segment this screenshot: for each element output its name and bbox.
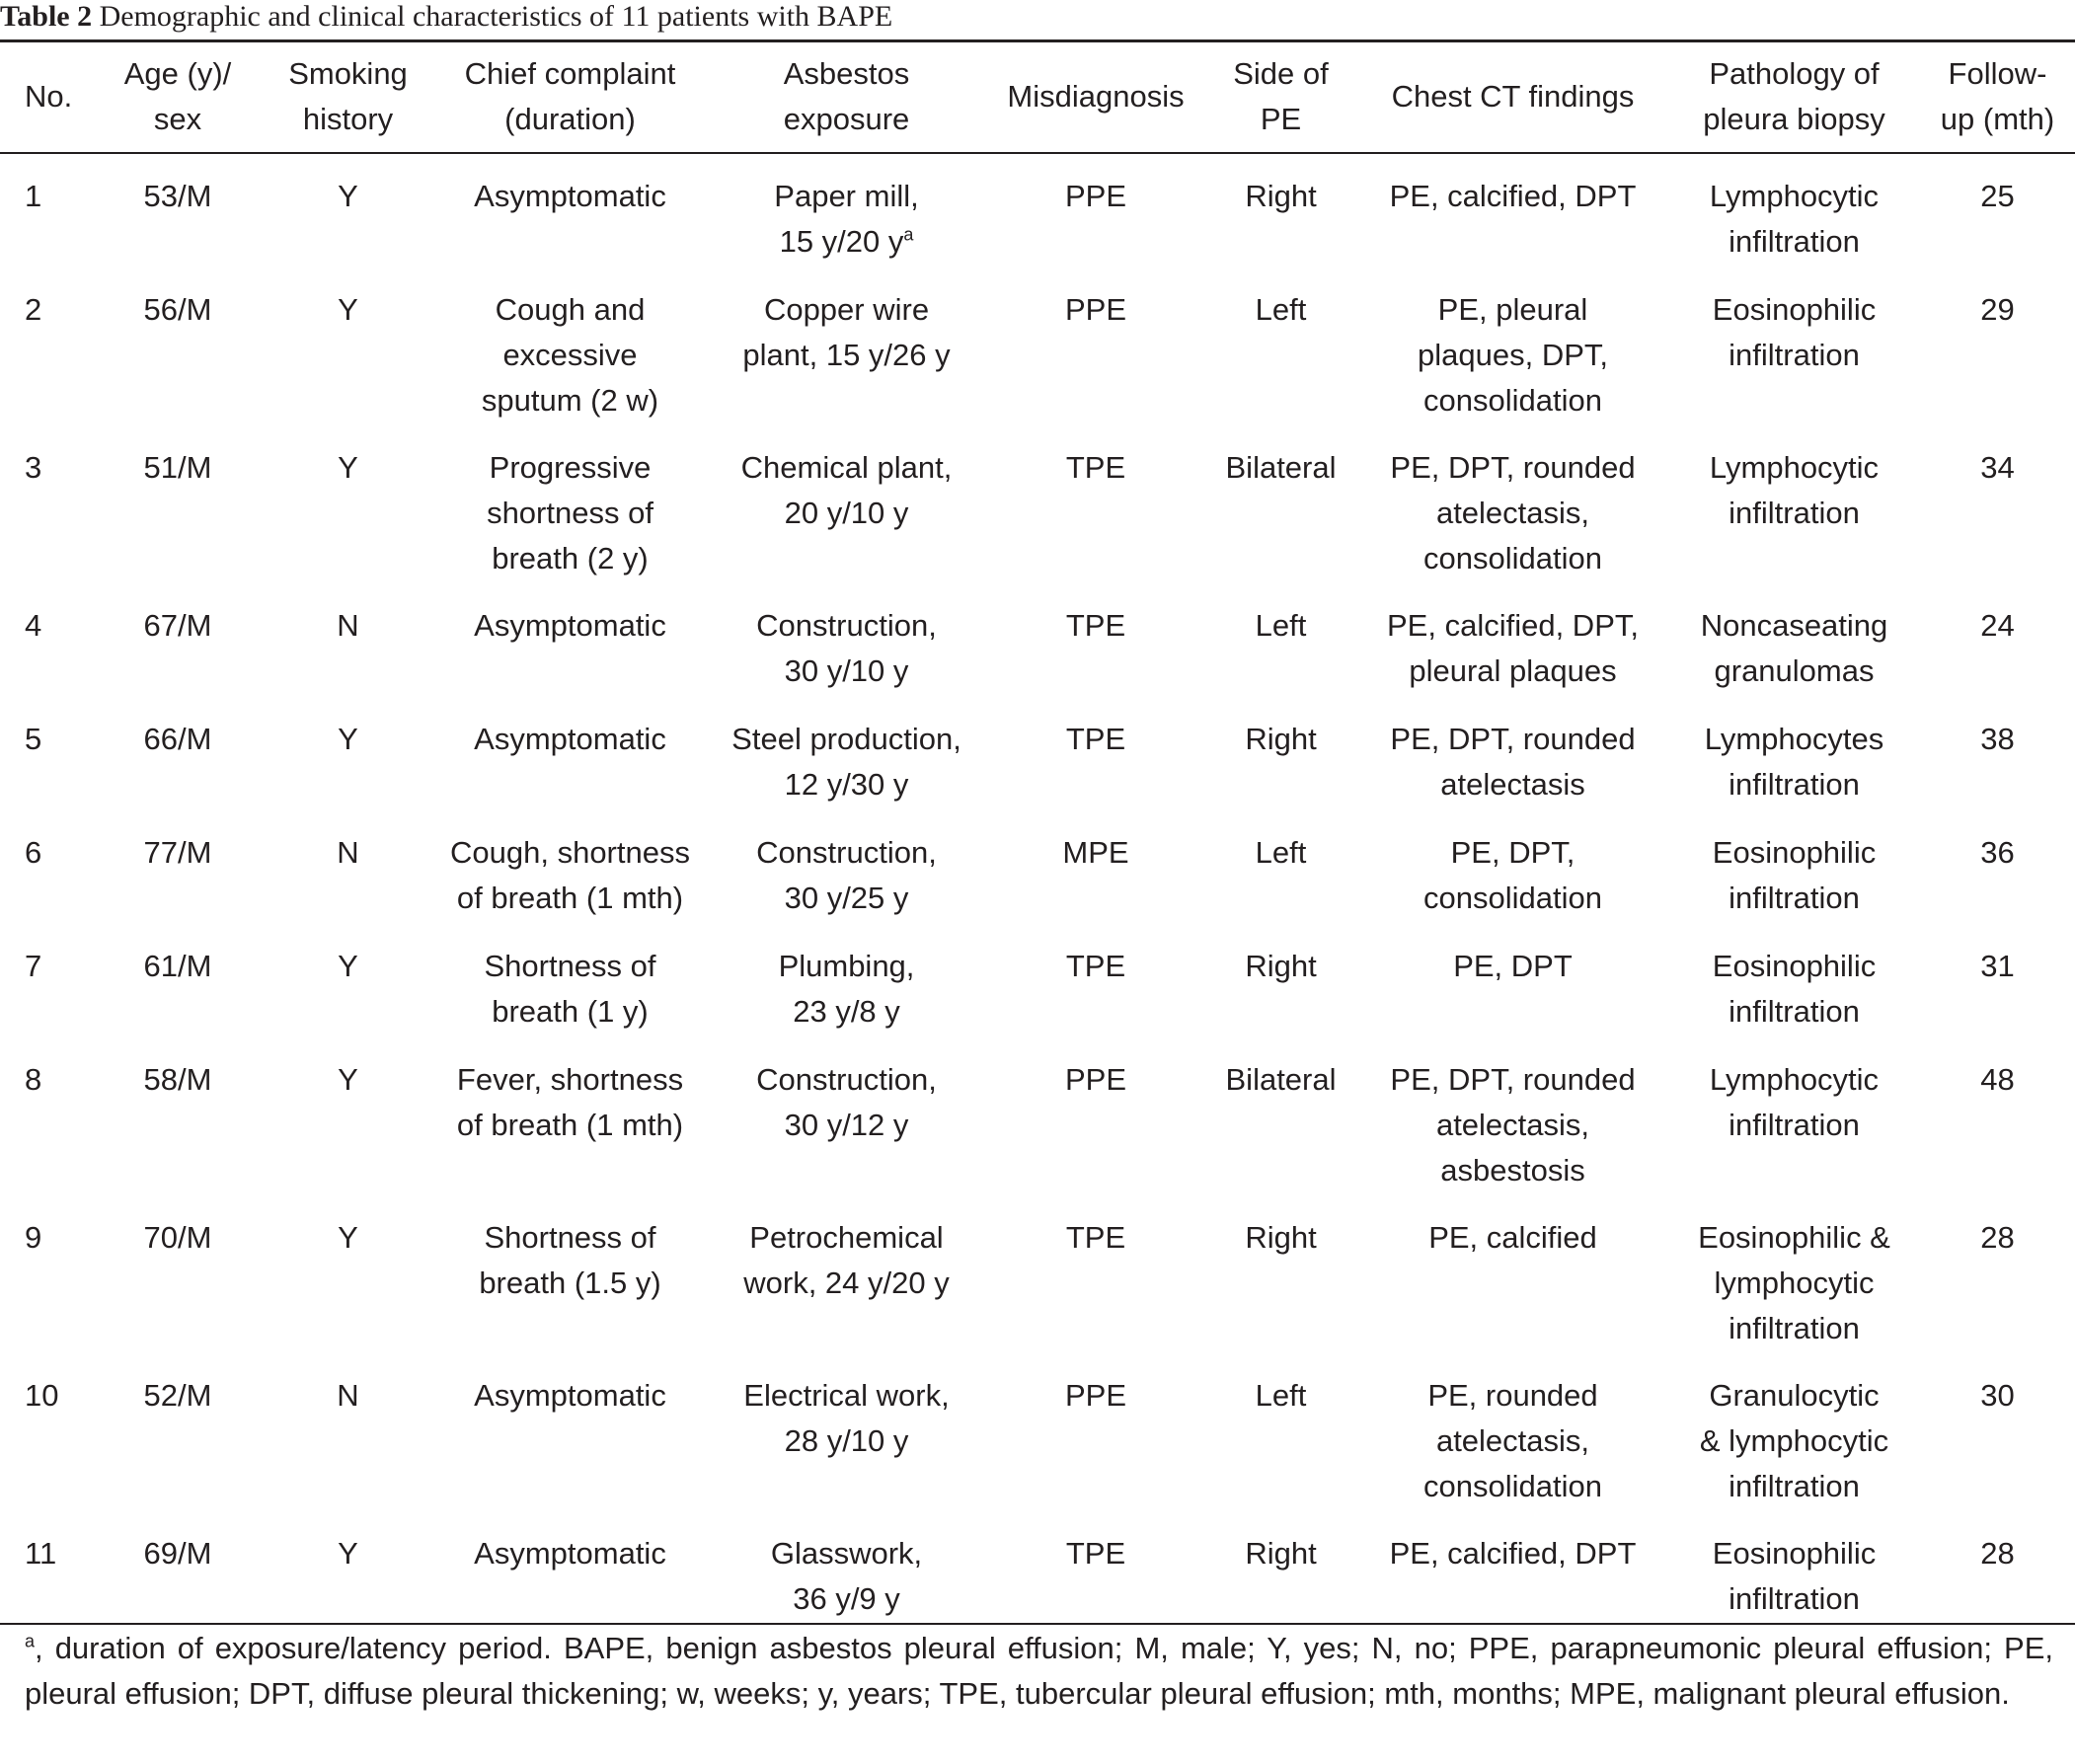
cell-no (0, 424, 94, 582)
cell-line: PE, calcified (1428, 1219, 1597, 1255)
cell-age-sex (94, 153, 262, 267)
cell-line: Lymphocytic (1709, 178, 1880, 213)
cell-line: Left (1255, 1377, 1307, 1413)
characteristics-table (0, 39, 2075, 1625)
cell-chest-ct (1357, 696, 1668, 809)
cell-line: 28 (1980, 1535, 2015, 1571)
cell-line: infiltration (1729, 1310, 1860, 1345)
cell-side-of-pe (1204, 1510, 1357, 1624)
cell-line: PE, DPT, rounded (1390, 449, 1636, 485)
cell-line: atelectasis (1440, 766, 1585, 802)
cell-line: Fever, shortness (456, 1061, 684, 1097)
cell-line: breath (2 y) (492, 540, 649, 575)
table-row (0, 153, 2075, 267)
cell-line: 12 y/30 y (784, 766, 909, 802)
cell-line: infiltration (1729, 766, 1860, 802)
cell-line: 25 (1980, 178, 2015, 213)
cell-line: 48 (1980, 1061, 2015, 1097)
cell-line: PE, calcified, DPT (1389, 1535, 1637, 1571)
cell-side-of-pe (1204, 1352, 1357, 1510)
cell-no (0, 1036, 94, 1194)
cell-line: work, 24 y/20 y (743, 1265, 950, 1300)
table-row (0, 809, 2075, 923)
cell-line: plant, 15 y/26 y (742, 337, 951, 372)
cell-no (0, 1194, 94, 1352)
cell-line: PE, DPT, (1450, 834, 1575, 870)
cell-line: infiltration (1729, 993, 1860, 1029)
cell-line: PPE (1064, 1377, 1127, 1413)
cell-line: 38 (1980, 721, 2015, 756)
table-footnote (25, 1626, 2053, 1717)
cell-line: 69/M (143, 1535, 212, 1571)
cell-line: infiltration (1729, 1107, 1860, 1142)
cell-chief-complaint (434, 582, 706, 696)
cell-line: Lymphocytic (1709, 449, 1880, 485)
cell-follow-up (1920, 696, 2075, 809)
cell-line: Asymptomatic (474, 178, 666, 213)
cell-line: PPE (1064, 1061, 1127, 1097)
cell-line: 8 (25, 1061, 42, 1097)
cell-age-sex (94, 1036, 262, 1194)
cell-line: 23 y/8 y (793, 993, 900, 1029)
cell-line: lymphocytic (1714, 1265, 1875, 1300)
cell-line: Eosinophilic & (1698, 1219, 1890, 1255)
cell-chief-complaint (434, 923, 706, 1036)
cell-line: N (337, 834, 359, 870)
cell-line: PE, calcified, DPT (1389, 178, 1637, 213)
cell-chief-complaint (434, 1194, 706, 1352)
cell-asbestos-exposure (706, 809, 987, 923)
cell-line: 66/M (143, 721, 212, 756)
cell-line: Y (338, 291, 358, 327)
cell-line: Construction, (756, 834, 937, 870)
cell-line: Glasswork, (770, 1535, 923, 1571)
cell-chief-complaint (434, 809, 706, 923)
cell-smoking (262, 1194, 434, 1352)
cell-smoking (262, 696, 434, 809)
cell-smoking (262, 923, 434, 1036)
cell-smoking (262, 809, 434, 923)
cell-asbestos-exposure (706, 1194, 987, 1352)
cell-line: Left (1255, 834, 1307, 870)
table-row (0, 424, 2075, 582)
cell-chief-complaint (434, 424, 706, 582)
cell-line: 24 (1980, 607, 2015, 643)
cell-follow-up (1920, 809, 2075, 923)
cell-line: Right (1245, 948, 1317, 983)
cell-line: asbestosis (1440, 1152, 1585, 1188)
cell-line: Y (338, 449, 358, 485)
cell-line: Asymptomatic (474, 721, 666, 756)
header-age-sex: Age (y)/ sex (94, 41, 262, 153)
cell-line: 31 (1980, 948, 2015, 983)
cell-line: atelectasis, (1435, 1422, 1590, 1458)
cell-line: of breath (1 mth) (456, 1107, 684, 1142)
cell-misdiagnosis (987, 1194, 1204, 1352)
cell-line: 56/M (143, 291, 212, 327)
cell-line: PE, rounded (1427, 1377, 1598, 1413)
cell-age-sex (94, 696, 262, 809)
cell-chest-ct (1357, 1352, 1668, 1510)
cell-asbestos-exposure (706, 267, 987, 424)
cell-pathology (1668, 1036, 1920, 1194)
table-row (0, 267, 2075, 424)
cell-line: Bilateral (1225, 449, 1337, 485)
cell-chest-ct (1357, 424, 1668, 582)
cell-line: consolidation (1423, 382, 1602, 418)
cell-line: atelectasis, (1435, 1107, 1590, 1142)
cell-follow-up (1920, 1510, 2075, 1624)
cell-line: N (337, 1377, 359, 1413)
cell-line: shortness of (487, 495, 653, 530)
cell-smoking (262, 424, 434, 582)
cell-line: Progressive (489, 449, 652, 485)
cell-line: 2 (25, 291, 42, 327)
cell-line: Bilateral (1225, 1061, 1337, 1097)
cell-smoking (262, 1352, 434, 1510)
superscript-mark: a (903, 224, 914, 245)
cell-line: Noncaseating (1700, 607, 1888, 643)
cell-line: Y (338, 178, 358, 213)
cell-pathology (1668, 1194, 1920, 1352)
cell-line: TPE (1065, 1535, 1126, 1571)
cell-line: Paper mill, (774, 178, 919, 213)
cell-line: infiltration (1729, 1580, 1860, 1616)
cell-no (0, 809, 94, 923)
table-row (0, 1194, 2075, 1352)
cell-line: Right (1245, 1219, 1317, 1255)
cell-line: plaques, DPT, (1418, 337, 1608, 372)
cell-line: breath (1.5 y) (479, 1265, 661, 1300)
cell-side-of-pe (1204, 923, 1357, 1036)
cell-asbestos-exposure (706, 1352, 987, 1510)
cell-asbestos-exposure (706, 582, 987, 696)
cell-pathology (1668, 153, 1920, 267)
cell-line: Right (1245, 1535, 1317, 1571)
cell-chief-complaint (434, 267, 706, 424)
cell-side-of-pe (1204, 1194, 1357, 1352)
table-row (0, 696, 2075, 809)
cell-line: Plumbing, (778, 948, 915, 983)
cell-line: TPE (1065, 721, 1126, 756)
cell-line: 70/M (143, 1219, 212, 1255)
footnote-mark: a (25, 1631, 36, 1651)
cell-line: Petrochemical (749, 1219, 944, 1255)
cell-line: Y (338, 1061, 358, 1097)
cell-line: consolidation (1423, 540, 1602, 575)
cell-line: Right (1245, 178, 1317, 213)
cell-line: Copper wire (763, 291, 930, 327)
cell-line: 1 (25, 178, 42, 213)
cell-line: MPE (1062, 834, 1129, 870)
header-misdiagnosis: Misdiagnosis (987, 41, 1204, 153)
cell-no (0, 1510, 94, 1624)
cell-line: 6 (25, 834, 42, 870)
cell-line: 3 (25, 449, 42, 485)
cell-pathology (1668, 809, 1920, 923)
cell-line: 36 (1980, 834, 2015, 870)
cell-line: Construction, (756, 1061, 937, 1097)
cell-line: PE, pleural (1437, 291, 1588, 327)
cell-chief-complaint (434, 1352, 706, 1510)
cell-line: Steel production, (731, 721, 961, 756)
cell-misdiagnosis (987, 424, 1204, 582)
cell-misdiagnosis (987, 809, 1204, 923)
cell-line: Eosinophilic (1712, 948, 1877, 983)
header-side-of-pe: Side of PE (1204, 41, 1357, 153)
cell-chief-complaint (434, 1510, 706, 1624)
cell-line: PE, calcified, DPT, (1387, 607, 1639, 643)
cell-line: 34 (1980, 449, 2015, 485)
cell-line: Electrical work, (743, 1377, 950, 1413)
cell-line: Y (338, 721, 358, 756)
cell-line: 28 y/10 y (784, 1422, 909, 1458)
cell-line: PE, DPT, rounded (1390, 1061, 1636, 1097)
cell-line: 30 (1980, 1377, 2015, 1413)
cell-line: atelectasis, (1435, 495, 1590, 530)
cell-pathology (1668, 1510, 1920, 1624)
cell-line: 36 y/9 y (793, 1580, 900, 1616)
cell-pathology (1668, 582, 1920, 696)
cell-line: Left (1255, 291, 1307, 327)
cell-line: 29 (1980, 291, 2015, 327)
cell-line: Cough, shortness (450, 834, 690, 870)
cell-line: TPE (1065, 607, 1126, 643)
cell-line: consolidation (1423, 880, 1602, 915)
cell-line: consolidation (1423, 1468, 1602, 1503)
cell-age-sex (94, 923, 262, 1036)
cell-line: 51/M (143, 449, 212, 485)
cell-asbestos-exposure (706, 424, 987, 582)
header-chief-complaint: Chief complaint (duration) (434, 41, 706, 153)
cell-chest-ct (1357, 1510, 1668, 1624)
cell-age-sex (94, 809, 262, 923)
cell-side-of-pe (1204, 267, 1357, 424)
cell-line: 77/M (143, 834, 212, 870)
cell-line: 58/M (143, 1061, 212, 1097)
cell-follow-up (1920, 1352, 2075, 1510)
cell-line: Chemical plant, (740, 449, 953, 485)
cell-line: Shortness of (484, 948, 656, 983)
cell-asbestos-exposure (706, 153, 987, 267)
cell-line: Y (338, 1535, 358, 1571)
cell-chest-ct (1357, 923, 1668, 1036)
cell-asbestos-exposure (706, 696, 987, 809)
cell-misdiagnosis (987, 1352, 1204, 1510)
cell-line: granulomas (1714, 652, 1875, 688)
cell-chest-ct (1357, 809, 1668, 923)
cell-pathology (1668, 1352, 1920, 1510)
cell-misdiagnosis (987, 582, 1204, 696)
cell-follow-up (1920, 1194, 2075, 1352)
cell-line: infiltration (1729, 337, 1860, 372)
cell-asbestos-exposure (706, 1036, 987, 1194)
cell-line: 9 (25, 1219, 42, 1255)
cell-line: infiltration (1729, 880, 1860, 915)
cell-line: Lymphocytes (1704, 721, 1884, 756)
cell-no (0, 267, 94, 424)
cell-smoking (262, 153, 434, 267)
cell-line: 5 (25, 721, 42, 756)
header-row (0, 41, 2075, 153)
cell-line: PPE (1064, 291, 1127, 327)
cell-line: 61/M (143, 948, 212, 983)
table-row (0, 1036, 2075, 1194)
cell-chest-ct (1357, 267, 1668, 424)
cell-line: excessive (502, 337, 638, 372)
cell-line: TPE (1065, 449, 1126, 485)
cell-follow-up (1920, 424, 2075, 582)
cell-line: N (337, 607, 359, 643)
table-row (0, 1352, 2075, 1510)
cell-no (0, 153, 94, 267)
cell-line: Y (338, 948, 358, 983)
cell-side-of-pe (1204, 153, 1357, 267)
cell-line: 28 (1980, 1219, 2015, 1255)
cell-age-sex (94, 267, 262, 424)
cell-line: 10 (25, 1377, 59, 1413)
header-asbestos-exposure: Asbestos exposure (706, 41, 987, 153)
cell-line: TPE (1065, 1219, 1126, 1255)
cell-side-of-pe (1204, 696, 1357, 809)
cell-line: Shortness of (484, 1219, 656, 1255)
cell-line: 4 (25, 607, 42, 643)
cell-line: Asymptomatic (474, 607, 666, 643)
header-smoking-history: Smoking history (262, 41, 434, 153)
cell-side-of-pe (1204, 1036, 1357, 1194)
cell-line: Eosinophilic (1712, 834, 1877, 870)
cell-misdiagnosis (987, 696, 1204, 809)
cell-age-sex (94, 1194, 262, 1352)
table-title: Demographic and clinical characteristics of 11 patients with BAPE (99, 0, 893, 33)
table-body (0, 153, 2075, 1624)
cell-pathology (1668, 923, 1920, 1036)
cell-line: 30 y/25 y (784, 880, 909, 915)
header-pathology: Pathology of pleura biopsy (1668, 41, 1920, 153)
cell-follow-up (1920, 153, 2075, 267)
table-caption (0, 0, 892, 39)
cell-age-sex (94, 582, 262, 696)
cell-follow-up (1920, 582, 2075, 696)
cell-line: breath (1 y) (492, 993, 649, 1029)
cell-line: 52/M (143, 1377, 212, 1413)
footnote-text: , duration of exposure/latency period. BAPE, benign asbestos pleural effusion; M, male; Y, yes; N, no; PPE, parapneumonic pleural effusion; PE, pleural effusion; DPT, diffuse pleural thickening; w, weeks; y, years; TPE, tubercular pleural effusion; mth, months; MPE, malignant pleural effusion. (25, 1631, 2053, 1711)
cell-age-sex (94, 1352, 262, 1510)
cell-age-sex (94, 424, 262, 582)
table-row (0, 1510, 2075, 1624)
cell-line: PPE (1064, 178, 1127, 213)
cell-misdiagnosis (987, 153, 1204, 267)
cell-asbestos-exposure (706, 1510, 987, 1624)
cell-line: 20 y/10 y (784, 495, 909, 530)
table-label: Table 2 (0, 0, 93, 33)
header-follow-up: Follow- up (mth) (1920, 41, 2075, 153)
cell-chest-ct (1357, 153, 1668, 267)
cell-line: 7 (25, 948, 42, 983)
cell-chest-ct (1357, 582, 1668, 696)
cell-line: PE, DPT (1453, 948, 1573, 983)
table-row (0, 923, 2075, 1036)
cell-smoking (262, 582, 434, 696)
cell-line: Eosinophilic (1712, 1535, 1877, 1571)
cell-age-sex (94, 1510, 262, 1624)
cell-asbestos-exposure (706, 923, 987, 1036)
header-chest-ct-findings: Chest CT findings (1357, 41, 1668, 153)
cell-pathology (1668, 696, 1920, 809)
cell-line: 15 y/20 y (779, 223, 904, 259)
cell-line: Eosinophilic (1712, 291, 1877, 327)
cell-side-of-pe (1204, 809, 1357, 923)
cell-line: infiltration (1729, 495, 1860, 530)
cell-line: Lymphocytic (1709, 1061, 1880, 1097)
cell-line: Asymptomatic (474, 1535, 666, 1571)
cell-line: Right (1245, 721, 1317, 756)
cell-line: Cough and (495, 291, 646, 327)
cell-line: 53/M (143, 178, 212, 213)
cell-smoking (262, 1036, 434, 1194)
cell-chief-complaint (434, 153, 706, 267)
cell-line: infiltration (1729, 223, 1860, 259)
cell-line: 11 (25, 1535, 57, 1571)
cell-follow-up (1920, 1036, 2075, 1194)
cell-no (0, 923, 94, 1036)
header-no: No. (0, 41, 94, 153)
table-row (0, 582, 2075, 696)
cell-line: pleural plaques (1409, 652, 1617, 688)
cell-line: sputum (2 w) (481, 382, 659, 418)
cell-chest-ct (1357, 1194, 1668, 1352)
cell-line: TPE (1065, 948, 1126, 983)
cell-no (0, 696, 94, 809)
cell-line: infiltration (1729, 1468, 1860, 1503)
cell-line: 67/M (143, 607, 212, 643)
cell-misdiagnosis (987, 1036, 1204, 1194)
cell-line: of breath (1 mth) (456, 880, 684, 915)
cell-smoking (262, 1510, 434, 1624)
cell-misdiagnosis (987, 923, 1204, 1036)
cell-misdiagnosis (987, 1510, 1204, 1624)
cell-line: Y (338, 1219, 358, 1255)
cell-chief-complaint (434, 696, 706, 809)
cell-line: Asymptomatic (474, 1377, 666, 1413)
cell-line: 30 y/12 y (784, 1107, 909, 1142)
cell-no (0, 1352, 94, 1510)
cell-pathology (1668, 424, 1920, 582)
cell-misdiagnosis (987, 267, 1204, 424)
cell-side-of-pe (1204, 424, 1357, 582)
cell-chest-ct (1357, 1036, 1668, 1194)
cell-pathology (1668, 267, 1920, 424)
cell-line: Left (1255, 607, 1307, 643)
cell-chief-complaint (434, 1036, 706, 1194)
cell-follow-up (1920, 267, 2075, 424)
cell-line: Construction, (756, 607, 937, 643)
cell-line: PE, DPT, rounded (1390, 721, 1636, 756)
cell-line: & lymphocytic (1699, 1422, 1889, 1458)
cell-no (0, 582, 94, 696)
cell-smoking (262, 267, 434, 424)
cell-follow-up (1920, 923, 2075, 1036)
cell-line: Granulocytic (1709, 1377, 1880, 1413)
cell-line: 30 y/10 y (784, 652, 909, 688)
cell-side-of-pe (1204, 582, 1357, 696)
